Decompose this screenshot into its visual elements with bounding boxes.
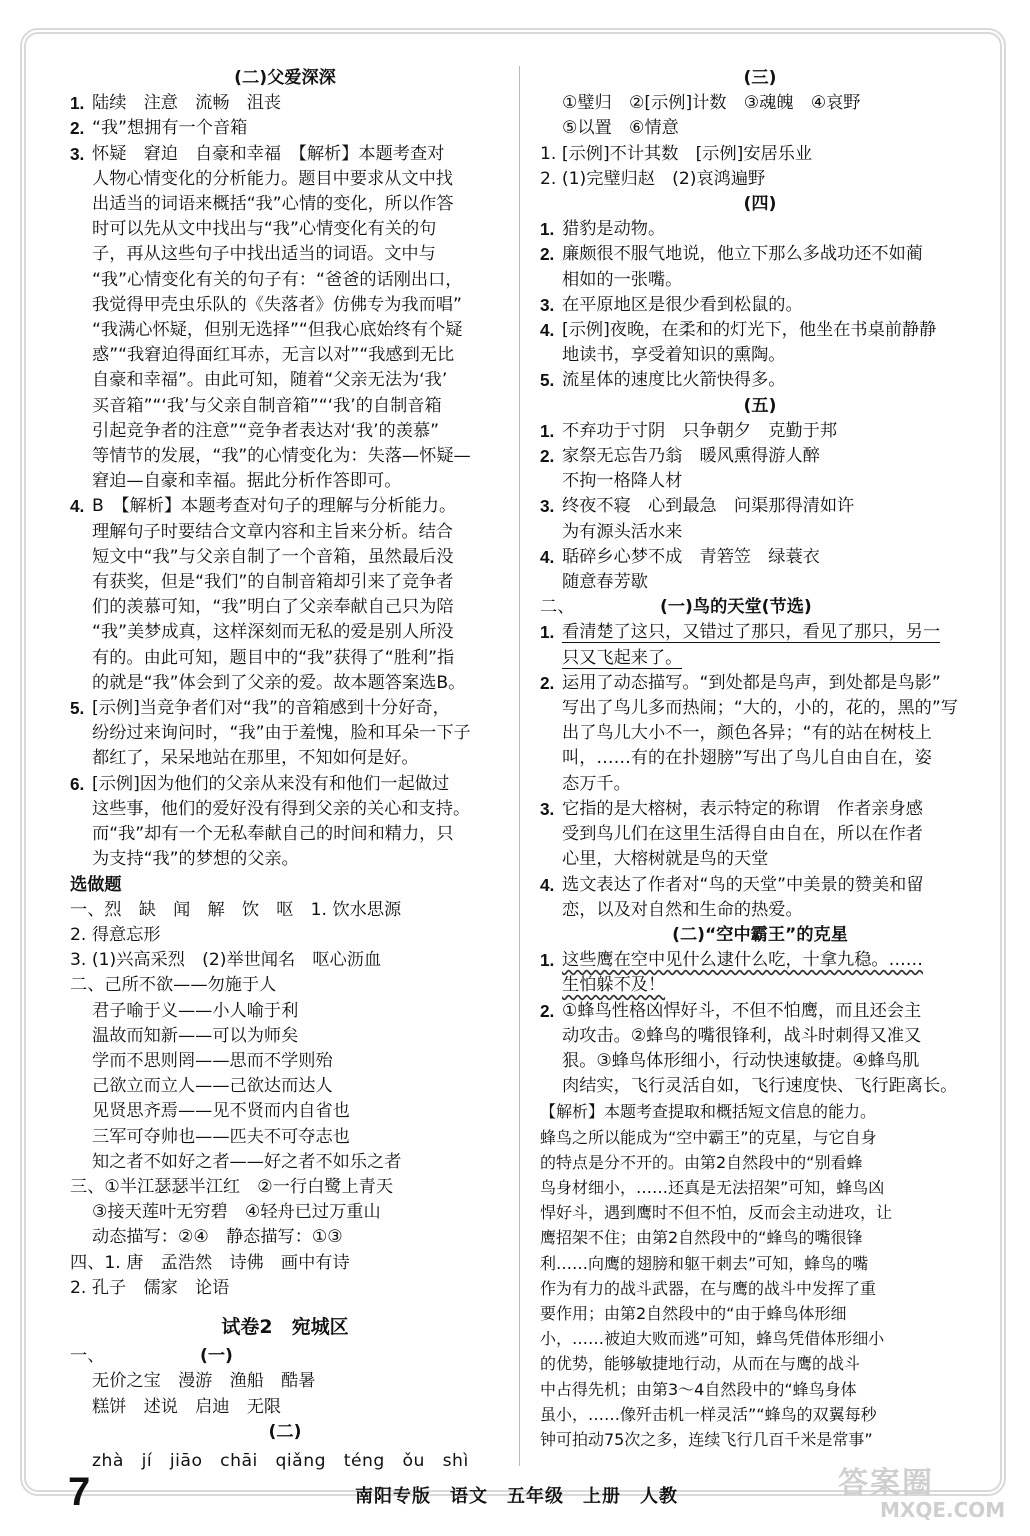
answer-item: 3. 终夜不寝 心到最急 问渠那得清如许 为有源头活水来 — [540, 496, 855, 542]
subsection-title: (一)鸟的天堂(节选) — [660, 597, 812, 618]
footer-text: 南阳专版 语文 五年级 上册 人教 — [355, 1486, 678, 1507]
proverb-line: 知之者不如好之者——好之者不如乐之者 — [92, 1151, 402, 1172]
elective-line: 2. 孔子 儒家 论语 — [70, 1277, 230, 1298]
answer-item: 2. 运用了动态描写。“到处都是鸟声，到处都是鸟影” 写出了鸟儿多而热闹；“大的，小的，花的，黑的”写 出了鸟儿大小不一，颜色各异；“有的站在树枝上 叫，……有的在扑翅膀”写出了鸟儿自由自在，姿 态万千。 — [540, 672, 958, 794]
elective-line: 一、烈 缺 闻 解 饮 呕 1. 饮水思源 — [70, 899, 402, 920]
answer-item: 4. 选文表达了作者对“鸟的天堂”中美景的赞美和留 恋，以及对自然和生命的热爱。 — [540, 874, 924, 920]
answer-item: 4. 聒碎乡心梦不成 青箬笠 绿蓑衣 随意春芳歇 — [540, 546, 820, 593]
answer-item: 2. 家祭无忘告乃翁 暖风熏得游人醉 不拘一格降人材 — [540, 446, 820, 492]
subsection-title: (四) — [743, 194, 777, 215]
answer-item: 1. 猎豹是动物。 — [540, 219, 666, 240]
subsection-title: (二) — [268, 1421, 302, 1442]
watermark: 答案圈 — [838, 1466, 934, 1501]
subsection-title: (三) — [743, 68, 777, 88]
answer-item: 1. 陆续 注意 流畅 沮丧 — [70, 93, 282, 114]
answer-item: 3. 它指的是大榕树，表示特定的称谓 作者亲身感 受到鸟儿们在这里生活得自由自在，所以在作者 心里，大榕树就是鸟的天堂 — [540, 798, 923, 870]
word-line: 糕饼 述说 启迪 无限 — [92, 1396, 282, 1417]
answer-item: 3. 怀疑 窘迫 自豪和幸福 【解析】本题考查对 人物心情变化的分析能力。题目中要求从文中找 出适当的词语来概括“我”心情的变化，所以作答 时可以先从文中找出与“我”心情变化有关的句 子，再从这些句子中找出适当的词语。文中与 “我”心情变化有关的句子有：“爸爸的话刚出口， 我觉得甲壳虫乐队的《失落者》仿佛专为我而唱” “我满心怀疑，但别无选择”“但我心底始终有个疑 惑”“我窘迫得面红耳赤，无言以对”“我感到无比 自豪和幸福”。由此可知，随着“父亲无法为‘我’ 买音箱”“‘我’与父亲自制音箱”“‘我’的自制音箱 引起竞争者的注意”“竞争者表达对‘我’的羡慕” 等情节的发展，“我”的心情变化为：失落—怀疑— 窘迫—自豪和幸福。据此分析作答即可。 — [70, 143, 471, 492]
left-column — [70, 66, 500, 1474]
answer-item: 1. 不弃功于寸阴 只争朝夕 克勤于邦 — [540, 420, 838, 441]
answer-item: 5. 流星体的速度比火箭快得多。 — [540, 370, 786, 391]
right-column: (三) ①璧归 ②[示例]计数 ③魂魄 ④哀野 ⑤以置 ⑥情意 1. [示例]不计其数 [示例]安居乐业 2. (1)完璧归赵 (2)哀鸿遍野 (四) 1. 猎豹是动物。 2. 廉颇很不服气地说，他立下那么多战功还不如蔺 相如的一张嘴。 3. 在平原地区是很少看到松鼠的。 4. [示例]夜晚，在柔和的灯光下，他坐在书桌前静静 地读书，享受着知识的熏陶。 5. 流星体的速度比火箭快得多。 (五) 1. 不弃功于寸阴 只争朝夕 克勤于邦 2. 家祭无忘告乃翁 暖风熏得游人醉 不拘一格降人材 3. 终夜不寝 心到最急 问渠那得清如许 为有源头活水来 4. 聒碎乡心梦不成 青箬笠 绿蓑衣 随意春芳歇 二、 (一)鸟的天堂(节选) 1. 看清楚了这只，又错过了那只，看见了那只，另一 只又飞起来了。 2. 运用了动态描写。“到处都是鸟声，到处都是鸟影” 写出了鸟儿多而热闹；“大的，小的，花的，黑的”写 出了鸟儿大小不一，颜色各异；“有的站在树枝上 叫，……有的在扑翅膀”写出了鸟儿自由自在，姿 态万千。 3. 它指的是大榕树，表示特定的称谓 作者亲身感 受到鸟儿们在这里生活得自由自在，所以在作者 心里，大榕树就是鸟的天堂 4. 选文表达了作者对“鸟的天堂”中美景的赞美和留 恋，以及对自然和生命的热爱。 (二)“空中霸王”的克星 1. 这些鹰在空中见什么逮什么吃，十拿九稳。…… 生怕躲不及！ 2. ①蜂鸟性格凶悍好斗，不但不怕鹰，而且还会主 动攻击。②蜂鸟的嘴很锋利，战斗时刺得又准又 狠。③蜂鸟体形细小，行动快速敏捷。④蜂鸟肌 肉结实，飞行灵活自如，飞行速度快、飞行距离长。 【解析】本题考查提取和概括短文信息的能力。 蜂鸟之所以能成为“空中霸王”的克星，与它自身 的特点是分不开的。由第2自然段中的“别看蜂 鸟身材细小，……还真是无法招架”可知，蜂鸟凶 悍好斗，遇到鹰时不但不怕，反而会主动进攻，让 鹰招架不住；由第2自然段中的“蜂鸟的嘴很锋 利……向鹰的翅膀和躯干刺去”可知，蜂鸟的嘴 作为有力的战斗武器，在与鹰的战斗中发挥了重 要作用；由第2自然段中的“由于蜂鸟体形细 小，……被迫大败而逃”可知，蜂鸟凭借体形细小 的优势，能够敏捷地行动，从而在与鹰的战斗 中占得先机；由第3～4自然段中的“蜂鸟身体 虽小，……像歼击机一样灵活”“蜂鸟的双翼每秒 钟可拍动75次之多，连续飞行几百千米是常事” — [540, 66, 980, 1452]
proverb-line: 三军可夺帅也——匹夫不可夺志也 — [92, 1126, 350, 1147]
watermark-url: MXQE.COM — [880, 1498, 1006, 1522]
analysis-block: 【解析】本题考查提取和概括短文信息的能力。 蜂鸟之所以能成为“空中霸王”的克星，与它自身 的特点是分不开的。由第2自然段中的“别看蜂 鸟身材细小，……还真是无法招架”可知，蜂鸟凶 悍好斗，遇到鹰时不但不怕，反而会主动进攻，让 鹰招架不住；由第2自然段中的“蜂鸟的嘴很锋 利……向鹰的翅膀和躯干刺去”可知，蜂鸟的嘴 作为有力的战斗武器，在与鹰的战斗中发挥了重 要作用；由第2自然段中的“由于蜂鸟体形细 小，……被迫大败而逃”可知，蜂鸟凭借体形细小 的优势，能够敏捷地行动，从而在与鹰的战斗 中占得先机；由第3～4自然段中的“蜂鸟身体 虽小，……像歼击机一样灵活”“蜂鸟的双翼每秒 钟可拍动75次之多，连续飞行几百千米是常事” — [540, 1102, 893, 1449]
subsection-title: (一) — [200, 1346, 233, 1367]
paper-title: 试卷2 宛城区 — [221, 1315, 349, 1338]
answer-item: 6. [示例]因为他们的父亲从来没有和他们一起做过 这些事，他们的爱好没有得到父亲的关心和支持。 而“我”却有一个无私奉献自己的时间和精力，只 为支持“我”的梦想的父亲。 — [70, 773, 471, 870]
elective-line: 三、①半江瑟瑟半江红 ②一行白鹭上青天 — [70, 1176, 394, 1197]
pinyin-line: zhà jí jiāo chāi qiǎng téng ǒu shì — [92, 1450, 469, 1471]
elective-line: ③接天莲叶无穷碧 ④轻舟已过万重山 — [92, 1202, 381, 1223]
word-line: 无价之宝 漫游 渔船 酷暑 — [92, 1371, 316, 1392]
answer-item: 1. 这些鹰在空中见什么逮什么吃，十拿九稳。…… 生怕躲不及！ — [540, 950, 923, 996]
answer-item: 2. ①蜂鸟性格凶悍好斗，不但不怕鹰，而且还会主 动攻击。②蜂鸟的嘴很锋利，战斗时刺得又准又 狠。③蜂鸟体形细小，行动快速敏捷。④蜂鸟肌 肉结实，飞行灵活自如，飞行速度快、飞行距离长。 — [540, 1000, 958, 1097]
proverb-line: 见贤思齐焉——见不贤而内自省也 — [92, 1101, 350, 1122]
elective-line: 四、1. 唐 孟浩然 诗佛 画中有诗 — [70, 1252, 350, 1273]
proverb-line: 学而不思则罔——思而不学则殆 — [92, 1050, 333, 1071]
section-label: 一、 — [70, 1346, 105, 1367]
elective-line: 动态描写：②④ 静态描写：①③ — [92, 1227, 343, 1248]
elective-line: 2. 得意忘形 — [70, 924, 161, 945]
answer-item: 3. 在平原地区是很少看到松鼠的。 — [540, 294, 803, 315]
elective-line: 二、己所不欲——勿施于人 — [70, 975, 277, 996]
answer-item: 5. [示例]当竞争者们对“我”的音箱感到十分好奇， 纷纷过来询问时，“我”由于羞愧，脸和耳朵一下子 都红了，呆呆地站在那里，不知如何是好。 — [70, 698, 471, 769]
subsection-title: (二)“空中霸王”的克星 — [672, 924, 848, 945]
answer-item: 2. “我”想拥有一个音箱 — [70, 118, 248, 139]
proverb-line: 己欲立而立人——己欲达而达人 — [92, 1076, 333, 1097]
elective-title: 选做题 — [70, 874, 122, 895]
section-title: (二)父爱深深 — [234, 68, 336, 88]
answer-item: 2. 廉颇很不服气地说，他立下那么多战功还不如蔺 相如的一张嘴。 — [540, 244, 923, 290]
proverb-line: 君子喻于义——小人喻于利 — [92, 1000, 299, 1021]
answer-item: 4. [示例]夜晚，在柔和的灯光下，他坐在书桌前静静 地读书，享受着知识的熏陶。 — [540, 320, 937, 366]
proverb-line: 温故而知新——可以为师矣 — [92, 1025, 299, 1046]
section-label: 二、 — [540, 597, 575, 618]
page-number: 7 — [68, 1470, 91, 1514]
answer-item: 4. B 【解析】本题考查对句子的理解与分析能力。 理解句子时要结合文章内容和主旨来分析。结合 短文中“我”与父亲自制了一个音箱，虽然最后没 有获奖，但是“我们”的自制音箱却引来了竞争者 们的羡慕可知，“我”明白了父亲奉献自己只为陪 “我”美梦成真，这样深刻而无私的爱是别人所没 有的。由此可知，题目中的“我”获得了“胜利”指 的就是“我”体会到了父亲的爱。故本题答案选B。 — [70, 496, 466, 693]
subsection-title: (五) — [743, 395, 777, 416]
elective-line: 3. (1)兴高采烈 (2)举世闻名 呕心沥血 — [70, 950, 382, 971]
column-divider — [519, 66, 520, 1466]
answer-item: 1. 看清楚了这只，又错过了那只，看见了那只，另一 只又飞起来了。 — [540, 622, 941, 668]
